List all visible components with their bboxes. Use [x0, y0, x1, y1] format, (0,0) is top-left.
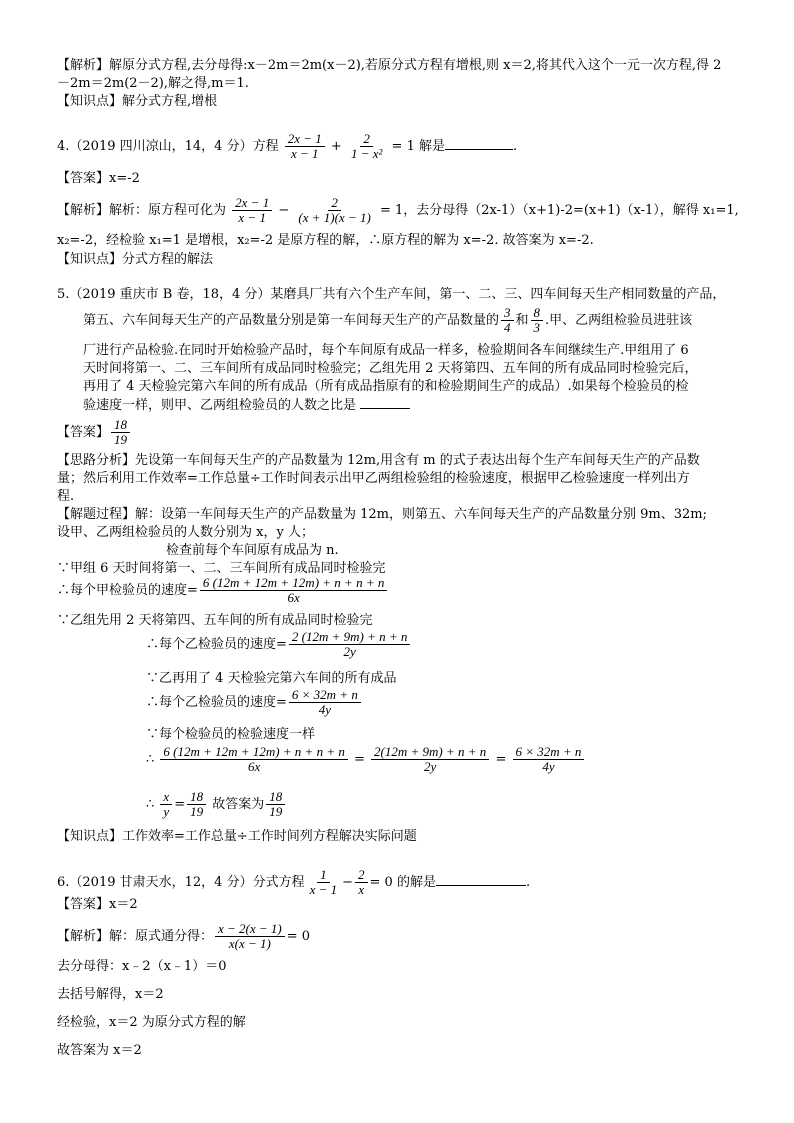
analysis-6: [57, 922, 310, 951]
question-5-line-2b: .甲、乙两组检验员进驻该: [545, 313, 693, 328]
process-line-5: [57, 576, 389, 605]
step-2: 去括号解得，x＝2: [57, 987, 164, 1002]
fraction: $\frac{6 (12m + 12m + 12m) + n + n + n}{6x}$: [200, 576, 387, 605]
knowledge-point-4: 【知识点】分式方程的解法: [57, 252, 214, 267]
and-text: 和: [515, 313, 529, 328]
ratio-line: [146, 790, 287, 819]
process-line-9-text: ∴每个乙检验员的速度=: [146, 695, 287, 710]
analysis-line-1: 【解析】解原分式方程,去分母得:x－2m＝2m(x－2),若原分式方程有增根,则 x＝2,将其代入这个一元一次方程,得 2: [57, 58, 722, 73]
process-line-5-text: ∴每个甲检验员的速度=: [57, 583, 198, 598]
thinking-line-2: 量；然后利用工作效率=工作总量÷工作时间表示出甲乙两组检验组的检验速度，根据甲乙检验速度一样列出方: [57, 471, 690, 486]
fraction: $\frac{x}{y}$: [160, 790, 172, 819]
period: .: [525, 875, 531, 890]
answer-blank: [445, 137, 513, 150]
step-4: 故答案为 x＝2: [57, 1043, 142, 1058]
answer-5: [57, 418, 132, 447]
process-line-6: ∵乙组先用 2 天将第四、五车间的所有成品同时检验完: [57, 613, 373, 628]
plus-sign: +: [330, 139, 342, 154]
analysis-6-head: 【解析】解：原式通分得：: [57, 929, 214, 944]
question-6: [57, 868, 530, 897]
question-5-line-2: [83, 306, 692, 335]
so-answer-text: 故答案为: [212, 797, 265, 812]
equals-sign: =: [354, 752, 365, 767]
equals-sign: =: [495, 752, 507, 767]
period: .: [512, 139, 518, 154]
answer-4: 【答案】x=-2: [57, 171, 140, 186]
process-line-2: 设甲、乙两组检验员的人数分别为 x，y 人；: [57, 525, 314, 540]
minus-sign: −: [342, 875, 354, 890]
fraction: $\frac{6 \times 32m + n}{4y}$: [513, 745, 585, 774]
thinking-line-1: 【思路分析】先设第一车间每天生产的产品数量为 12m,用含有 m 的式子表达出每个生产车间每天生产的产品数: [57, 453, 700, 468]
question-5-line-2a: 第五、六车间每天生产的产品数量分别是第一车间每天生产的产品数量的: [83, 313, 500, 328]
question-6-tail: = 0 的解是: [369, 875, 436, 890]
fraction: $\frac{2x - 1}{x - 1}$: [285, 132, 325, 161]
equals-zero: = 0: [286, 929, 311, 944]
knowledge-point-5: 【知识点】工作效率=工作总量÷工作时间列方程解决实际问题: [57, 829, 417, 844]
question-4-head: 4.（2019 四川凉山，14，4 分）方程: [57, 139, 279, 154]
fraction: $\frac{1}{x - 1}$: [309, 867, 338, 897]
process-line-7-text: ∴每个乙检验员的速度=: [146, 637, 287, 652]
therefore-sign: ∴: [146, 797, 155, 812]
process-line-3: 检查前每个车间原有成品为 n.: [166, 543, 339, 558]
therefore-sign: ∴: [146, 752, 155, 767]
fraction: $\frac{2}{x}$: [355, 868, 368, 897]
analysis-line-2: －2m＝2m(2－2),解之得,m＝1.: [57, 76, 249, 91]
fraction: $\frac{6 (12m + 12m + 12m) + n + n + n}{6x}$: [160, 745, 347, 774]
answer-blank: [436, 873, 526, 886]
fraction: $\frac{18}{19}$: [187, 790, 206, 819]
question-5-line-4: 天时间将第一、二、三车间所有成品同时检验完；乙组先用 2 天将第四、五车间的所有成品同时检验完后，: [83, 361, 698, 376]
analysis-4: [57, 196, 739, 225]
question-5-line-3: 厂进行产品检验.在同时开始检验产品时，每个车间原有成品一样多，检验期间各车间继续生产.甲组用了 6: [83, 343, 689, 358]
question-5-line-5: 再用了 4 天检验完第六车间的所有成品（所有成品指原有的和检验期间生产的成品）.如果每个检验员的检: [83, 379, 689, 394]
fraction: $\frac{6 \times 32m + n}{4y}$: [289, 688, 361, 717]
process-line-9: [146, 688, 363, 717]
question-5-line-6-text: 验速度一样，则甲、乙两组检验员的人数之比是: [83, 398, 357, 413]
fraction: $\frac{18}{19}$: [266, 790, 285, 819]
process-line-4: ∵甲组 6 天时间将第一、二、三车间所有成品同时检验完: [57, 561, 386, 576]
answer-label: 【答案】: [57, 425, 110, 440]
step-1: 去分母得：x﹣2（x﹣1）＝0: [57, 959, 227, 974]
equation-line: [146, 745, 586, 774]
fraction: $\frac{18}{19}$: [111, 418, 130, 447]
fraction: $\frac{x - 2(x - 1)}{x(x - 1)}$: [215, 922, 285, 951]
question-5-line-1: 5.（2019 重庆市 B 卷，18，4 分）某磨具厂共有六个生产车间，第一、二、三、四车间每天生产相同数量的产品，: [57, 287, 726, 302]
answer-6: 【答案】x＝2: [57, 897, 138, 912]
fraction: $\frac{2(12m + 9m) + n + n}{2y}$: [371, 745, 489, 774]
analysis-4-head: 【解析】解析：原方程可化为: [57, 203, 227, 218]
step-3: 经检验，x＝2 为原分式方程的解: [57, 1015, 246, 1030]
process-line-1: 【解题过程】解：设第一车间每天生产的产品数量为 12m，则第五、六车间每天生产的产品数量分别 9m、32m;: [57, 507, 707, 522]
question-6-head: 6.（2019 甘肃天水，12，4 分）分式方程: [57, 875, 305, 890]
question-4-tail: = 1 解是: [391, 139, 445, 154]
analysis-4-tail: = 1，去分母得（2x-1）（x+1)-2=(x+1)（x-1），解得 x₁=1,: [379, 203, 739, 218]
minus-sign: −: [278, 203, 290, 218]
process-line-7: [146, 630, 412, 659]
process-line-10: ∵每个检验员的检验速度一样: [146, 727, 316, 742]
knowledge-point: 【知识点】解分式方程,增根: [57, 94, 218, 109]
thinking-line-3: 程.: [57, 489, 75, 504]
fraction: $\frac{8}{3}$: [531, 306, 544, 335]
analysis-4-line-2: x₂=-2，经检验 x₁=1 是增根，x₂=-2 是原方程的解，∴原方程的解为 x=-2. 故答案为 x=-2.: [57, 233, 594, 248]
fraction: $\frac{3}{4}$: [501, 306, 514, 335]
equals-sign: =: [174, 797, 186, 812]
question-4: [57, 132, 517, 161]
answer-blank: [360, 396, 410, 409]
fraction: $\frac{2}{\text{1 − x²}}$: [350, 131, 383, 161]
fraction: $\frac{2 (12m + 9m) + n + n}{2y}$: [289, 630, 411, 659]
question-5-line-6: [83, 396, 410, 415]
fraction: $\frac{2}{(x + 1)(x - 1)}$: [298, 195, 371, 225]
process-line-8: ∵乙再用了 4 天检验完第六车间的所有成品: [146, 671, 397, 686]
fraction: $\frac{2x - 1}{x - 1}$: [232, 196, 272, 225]
